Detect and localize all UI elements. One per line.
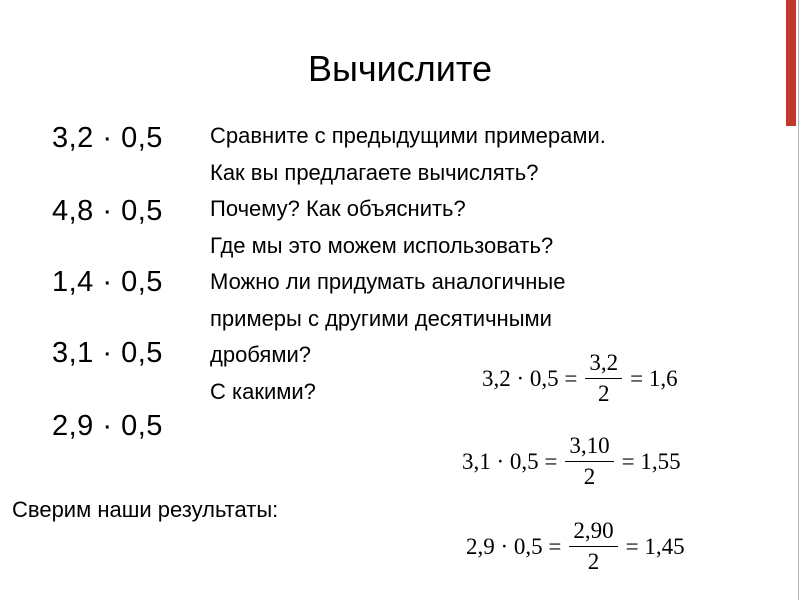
example-expression: 2,9 · 0,5 — [52, 410, 163, 442]
question-line: Можно ли придумать аналогичные — [210, 269, 566, 294]
slide-edge-decoration — [786, 0, 800, 600]
solution-equation — [482, 350, 678, 407]
equation-lhs: 3,1 · 0,5 = — [462, 448, 558, 474]
question-line: Как вы предлагаете вычислять? — [210, 159, 539, 185]
question-line: примеры с другими десятичными — [210, 305, 552, 331]
fraction-denominator: 2 — [587, 549, 600, 574]
fraction-denominator: 2 — [583, 464, 596, 489]
equation-result: = 1,45 — [625, 533, 685, 559]
fraction-numerator: 2,90 — [569, 518, 617, 547]
solution-equation — [466, 518, 685, 575]
example-expression: 3,1 · 0,5 — [52, 337, 163, 369]
fraction — [569, 518, 617, 575]
equation-result: = 1,55 — [621, 448, 681, 474]
solution-equation — [462, 433, 681, 490]
question-line: Где мы это можем использовать? — [210, 232, 554, 258]
equation-lhs: 2,9 · 0,5 = — [466, 533, 562, 559]
fraction-denominator: 2 — [598, 381, 610, 406]
example-expression: 4,8 · 0,5 — [52, 195, 163, 227]
example-expression: 1,4 · 0,5 — [52, 266, 163, 298]
question-line: С какими? — [210, 378, 316, 404]
fraction — [565, 433, 613, 490]
question-line: Сравните с предыдущими примерами. — [210, 123, 606, 148]
fraction-numerator: 3,10 — [565, 433, 613, 462]
edge-divider-line — [798, 0, 799, 600]
compare-results-label: Сверим наши результаты: — [12, 497, 279, 522]
fraction-numerator: 3,2 — [585, 350, 622, 379]
example-expression: 3,2 · 0,5 — [52, 122, 163, 154]
question-line: дробями? — [210, 342, 311, 367]
question-line: Почему? Как объяснить? — [210, 196, 466, 221]
slide-title: Вычислите — [308, 48, 492, 89]
fraction — [585, 350, 622, 407]
equation-result: = 1,6 — [630, 365, 678, 391]
equation-lhs: 3,2 · 0,5 = — [482, 365, 578, 391]
